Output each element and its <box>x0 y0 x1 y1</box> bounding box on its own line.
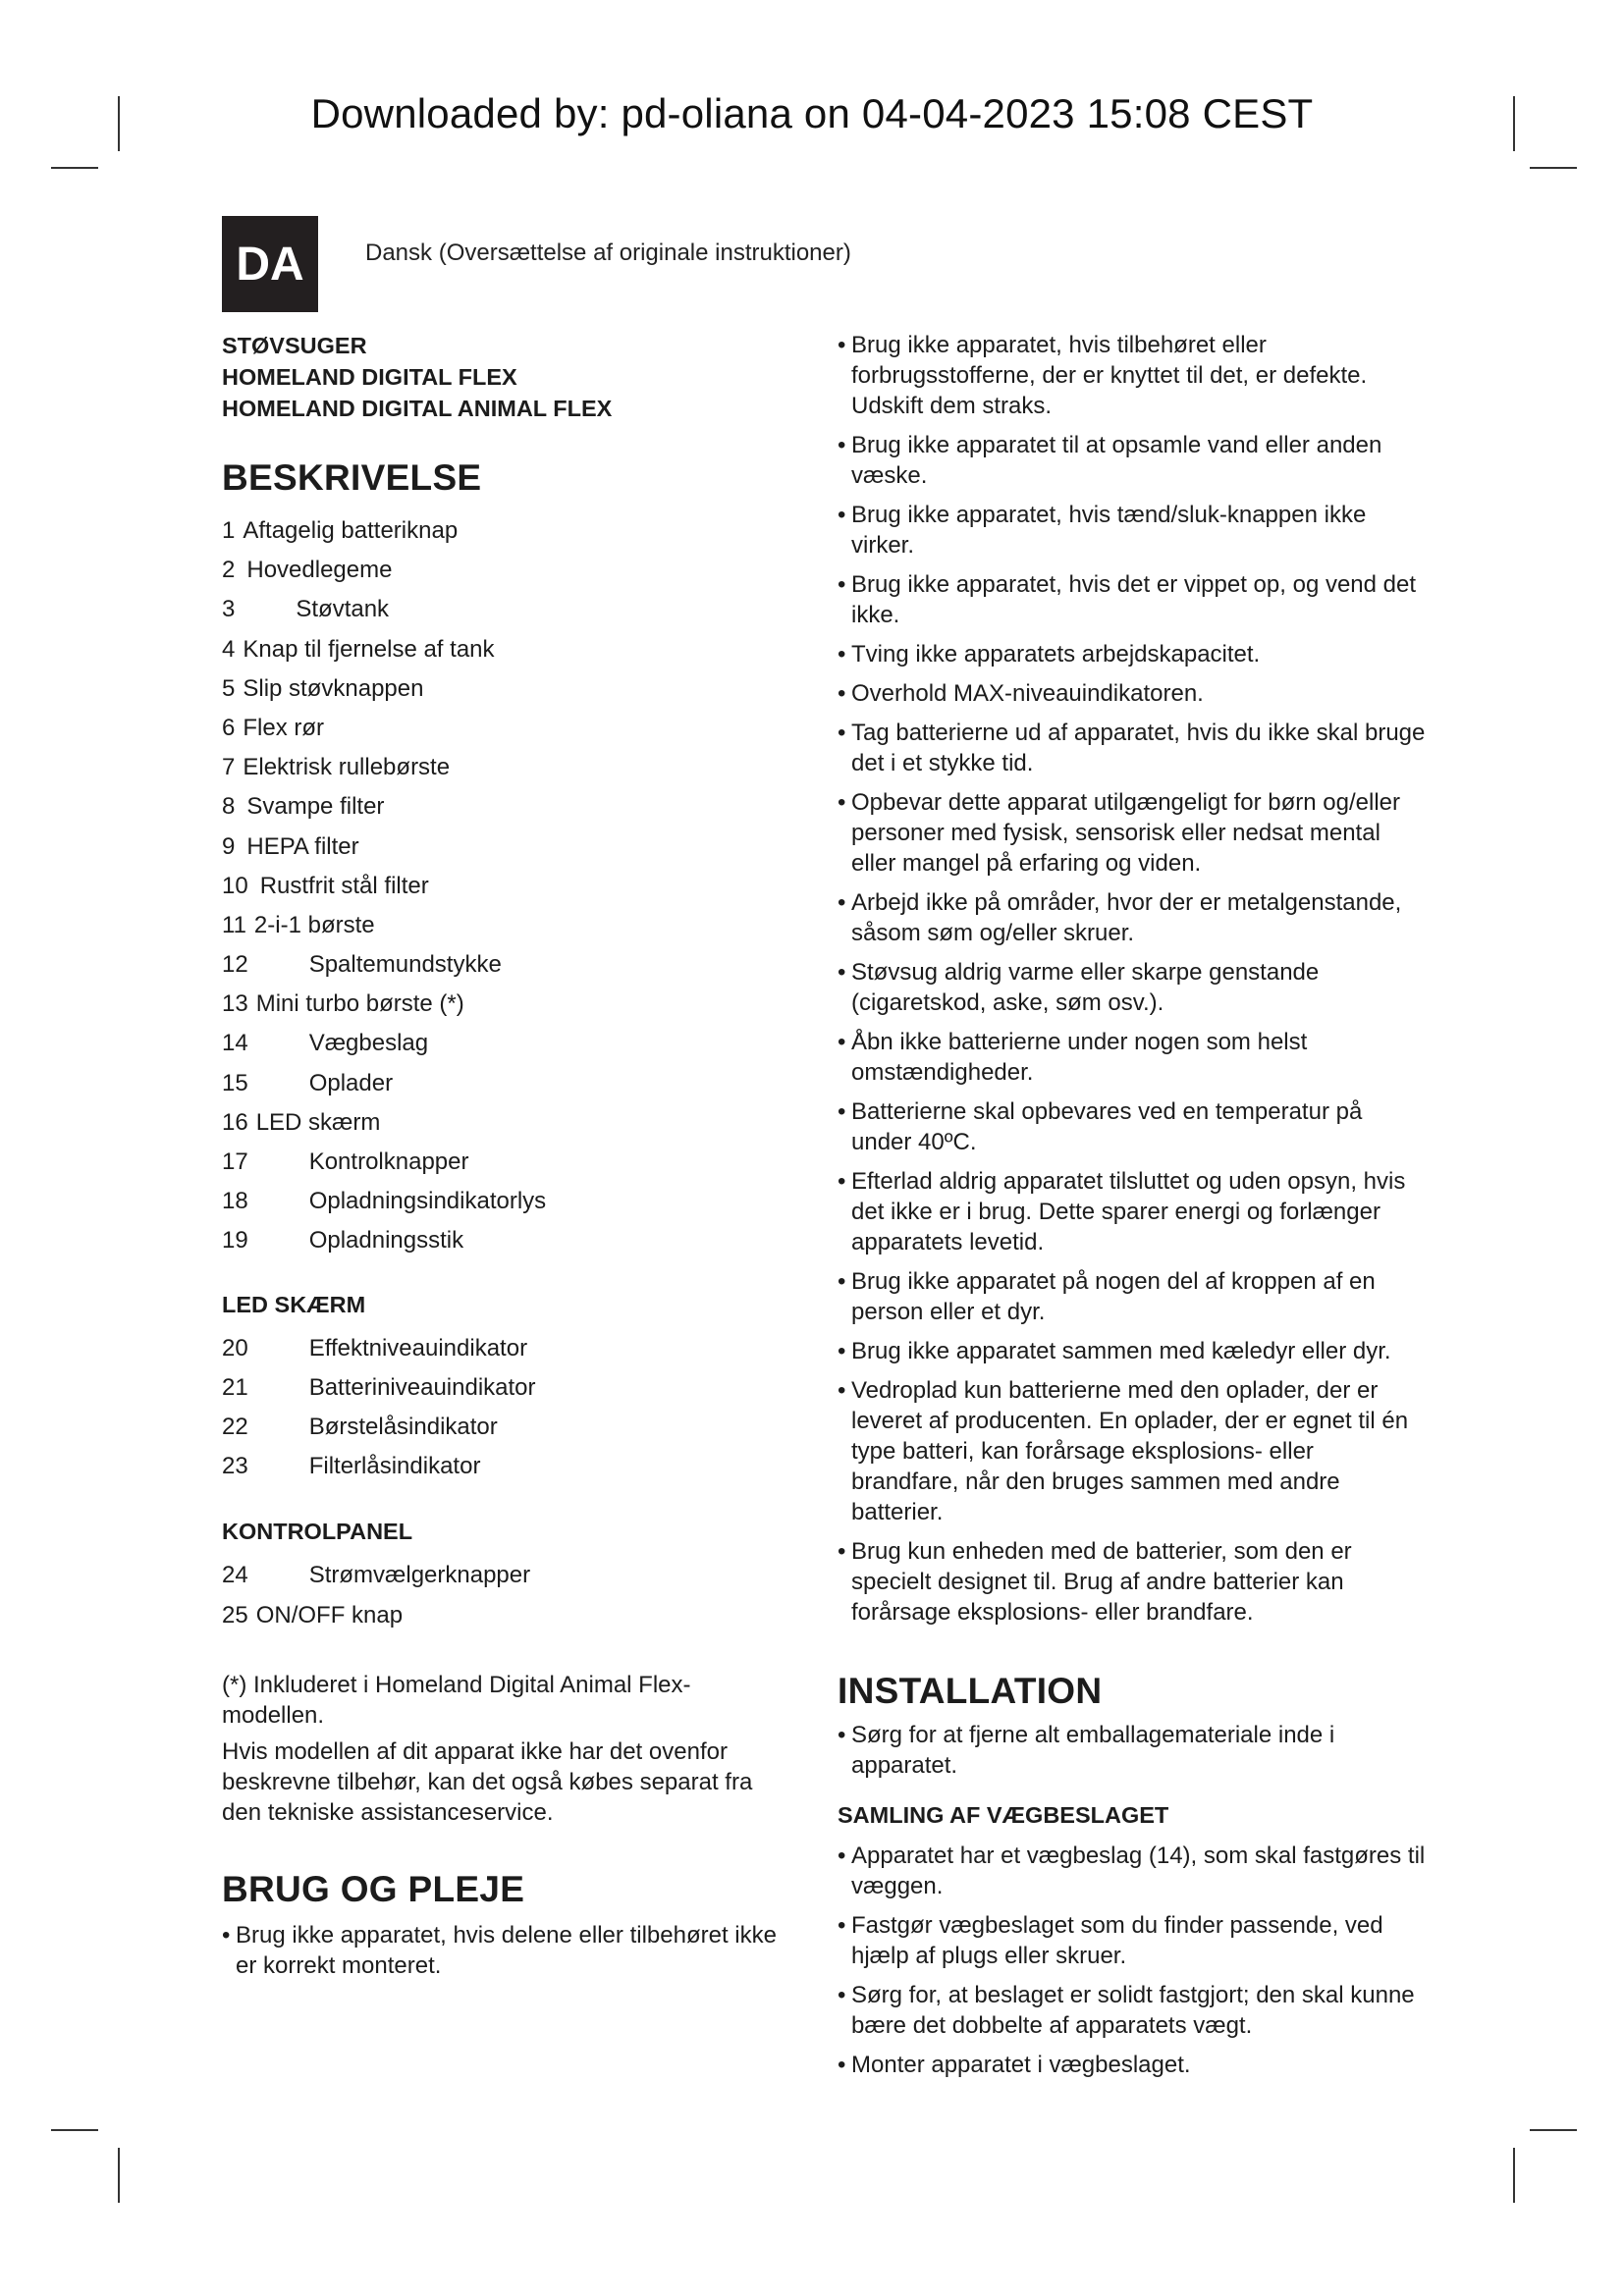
bullet-item: • Fastgør vægbeslaget som du finder passende, ved hjælp af plugs eller skruer. <box>838 1910 1427 1971</box>
part-item <box>222 1561 791 1600</box>
part-item <box>222 792 791 831</box>
part-item <box>222 1601 791 1640</box>
part-item <box>222 911 791 950</box>
part-item <box>222 1413 791 1452</box>
part-number: 19 <box>222 1227 248 1255</box>
bullet-item: • Batterierne skal opbevares ved en temperatur på under 40ºC. <box>838 1096 1427 1157</box>
part-number: 8 <box>222 793 236 821</box>
part-number: 24 <box>222 1562 248 1589</box>
part-number: 14 <box>222 1030 248 1057</box>
part-number: 10 <box>222 872 248 899</box>
part-item <box>222 595 791 634</box>
bullet-item: • Apparatet har et vægbeslag (14), som skal fastgøres til væggen. <box>838 1841 1427 1901</box>
part-number: 23 <box>222 1453 248 1480</box>
part-number: 5 <box>222 674 236 702</box>
part-item <box>222 950 791 989</box>
led-parts-list <box>222 1334 791 1492</box>
part-label: Spaltemundstykke <box>308 951 502 979</box>
part-item <box>222 1187 791 1226</box>
language-caption: Dansk (Oversættelse af originale instruktioner) <box>365 240 851 266</box>
part-label: Kontrolknapper <box>308 1148 469 1175</box>
bullet-item: • Åbn ikke batterierne under nogen som helst omstændigheder. <box>838 1027 1427 1088</box>
bullet-item: • Brug ikke apparatet til at opsamle vand eller anden væske. <box>838 430 1427 491</box>
bullet-item: • Brug ikke apparatet på nogen del af kroppen af en person eller et dyr. <box>838 1266 1427 1327</box>
part-label: Mini turbo børste (*) <box>255 990 464 1018</box>
part-label: Flex rør <box>243 714 325 741</box>
bullet-item: • Støvsug aldrig varme eller skarpe genstande (cigaretskod, aske, søm osv.). <box>838 957 1427 1018</box>
part-label: LED skærm <box>255 1108 381 1136</box>
part-label: Oplader <box>308 1069 394 1096</box>
part-number: 15 <box>222 1069 248 1096</box>
download-banner: Downloaded by: pd-oliana on 04-04-2023 15:08 CEST <box>310 90 1314 136</box>
bullet-item: • Arbejd ikke på områder, hvor der er metalgenstande, såsom søm og/eller skruer. <box>838 887 1427 948</box>
installation-heading: INSTALLATION <box>838 1671 1103 1711</box>
left-column <box>222 330 791 1990</box>
part-number: 4 <box>222 635 236 663</box>
bullet-item: • Tag batterierne ud af apparatet, hvis du ikke skal bruge det i et stykke tid. <box>838 718 1427 778</box>
bullet-item: • Vedroplad kun batterierne med den oplader, der er leveret af producenten. En oplader, der er egnet til én type batteri, kan forårsage eksplosions- eller brandfare, når den bruges sammen med andre batterier. <box>838 1375 1427 1527</box>
part-item <box>222 1108 791 1148</box>
product-title <box>222 330 791 424</box>
part-item <box>222 989 791 1029</box>
part-number: 2 <box>222 557 236 584</box>
part-item <box>222 1226 791 1265</box>
part-label: 2-i-1 børste <box>253 911 375 938</box>
crop-mark-top-right-h <box>1530 167 1577 169</box>
part-label: Strømvælgerknapper <box>308 1562 531 1589</box>
crop-mark-bottom-left <box>118 2148 120 2203</box>
part-number: 9 <box>222 832 236 860</box>
bullet-item: • Sørg for, at beslaget er solidt fastgjort; den skal kunne bære det dobbelte af apparatets vægt. <box>838 1980 1427 2041</box>
bullet-item: • Sørg for at fjerne alt emballagemateriale inde i apparatet. <box>838 1720 1427 1781</box>
control-panel-heading: KONTROLPANEL <box>222 1519 413 1545</box>
control-parts-list <box>222 1561 791 1639</box>
bullet-item: • Opbevar dette apparat utilgængeligt for børn og/eller personer med fysisk, sensorisk eller nedsat mental eller mangel på erfaring og viden. <box>838 787 1427 879</box>
part-number: 16 <box>222 1108 248 1136</box>
part-item <box>222 714 791 753</box>
part-label: HEPA filter <box>246 832 359 860</box>
part-number: 13 <box>222 990 248 1018</box>
crop-mark-top-left-h <box>51 167 98 169</box>
bullet-item: • Brug ikke apparatet, hvis tilbehøret eller forbrugsstofferne, der er knyttet til det, er defekte. Udskift dem straks. <box>838 330 1427 421</box>
use-care-bullets-right <box>838 330 1427 1628</box>
part-label: Effektniveauindikator <box>308 1334 528 1362</box>
part-number: 21 <box>222 1373 248 1401</box>
part-label: Opladningsindikatorlys <box>308 1188 547 1215</box>
accessories-note: Hvis modellen af dit apparat ikke har det ovenfor beskrevne tilbehør, kan det også købes separat fra den tekniske assistanceservice. <box>222 1737 753 1826</box>
part-label: Svampe filter <box>246 793 385 821</box>
installation-bullets <box>838 1720 1427 1781</box>
right-column <box>838 330 1427 2089</box>
part-label: Børstelåsindikator <box>308 1413 498 1440</box>
bullet-item: • Brug ikke apparatet, hvis tænd/sluk-knappen ikke virker. <box>838 500 1427 561</box>
part-item <box>222 1029 791 1068</box>
bullet-item: • Brug ikke apparatet, hvis delene eller tilbehøret ikke er korrekt monteret. <box>222 1920 791 1981</box>
part-item <box>222 1069 791 1108</box>
part-item <box>222 1373 791 1413</box>
part-item <box>222 674 791 714</box>
bullet-item: • Tving ikke apparatets arbejdskapacitet. <box>838 639 1427 669</box>
part-number: 25 <box>222 1601 248 1629</box>
led-screen-heading: LED SKÆRM <box>222 1291 366 1317</box>
part-number: 18 <box>222 1188 248 1215</box>
product-line: HOMELAND DIGITAL ANIMAL FLEX <box>222 396 613 421</box>
bullet-item: • Brug kun enheden med de batterier, som den er specielt designet til. Brug af andre batterier kan forårsage eksplosions- eller brandfare. <box>838 1536 1427 1628</box>
part-item <box>222 635 791 674</box>
bullet-item: • Brug ikke apparatet sammen med kæledyr eller dyr. <box>838 1336 1427 1366</box>
bullet-item: • Monter apparatet i vægbeslaget. <box>838 2050 1427 2080</box>
included-note: (*) Inkluderet i Homeland Digital Animal Flex-modellen. <box>222 1671 691 1729</box>
part-number: 7 <box>222 754 236 781</box>
part-item <box>222 753 791 792</box>
description-heading: BESKRIVELSE <box>222 457 482 498</box>
part-item <box>222 1334 791 1373</box>
language-badge: DA <box>222 216 318 312</box>
part-label: Opladningsstik <box>308 1227 464 1255</box>
part-label: Knap til fjernelse af tank <box>243 635 495 663</box>
wall-bracket-bullets <box>838 1841 1427 2080</box>
crop-mark-bottom-left-h <box>51 2129 98 2131</box>
part-number: 6 <box>222 714 236 741</box>
part-label: Slip støvknappen <box>243 674 424 702</box>
part-item <box>222 1452 791 1491</box>
part-number: 11 <box>222 911 246 938</box>
crop-mark-bottom-right-h <box>1530 2129 1577 2131</box>
part-label: Vægbeslag <box>308 1030 429 1057</box>
part-item <box>222 832 791 872</box>
part-number: 3 <box>222 596 236 623</box>
part-number: 12 <box>222 951 248 979</box>
part-item <box>222 556 791 595</box>
part-label: Rustfrit stål filter <box>259 872 429 899</box>
product-line: STØVSUGER <box>222 333 367 358</box>
part-item <box>222 872 791 911</box>
crop-mark-bottom-right <box>1513 2148 1515 2203</box>
part-number: 22 <box>222 1413 248 1440</box>
part-label: Filterlåsindikator <box>308 1453 481 1480</box>
bullet-item: • Overhold MAX-niveauindikatoren. <box>838 678 1427 709</box>
parts-list <box>222 516 791 1266</box>
part-item <box>222 1148 791 1187</box>
part-item <box>222 516 791 556</box>
part-label: Støvtank <box>296 596 390 623</box>
part-label: Elektrisk rullebørste <box>243 754 451 781</box>
part-label: ON/OFF knap <box>255 1601 404 1629</box>
part-number: 1 <box>222 517 236 544</box>
bullet-item: • Efterlad aldrig apparatet tilsluttet og uden opsyn, hvis det ikke er i brug. Dette sparer energi og forlænger apparatets levetid. <box>838 1166 1427 1257</box>
part-number: 17 <box>222 1148 248 1175</box>
part-label: Hovedlegeme <box>246 557 393 584</box>
wall-bracket-heading: SAMLING AF VÆGBESLAGET <box>838 1802 1169 1828</box>
part-label: Batteriniveauindikator <box>308 1373 536 1401</box>
part-number: 20 <box>222 1334 248 1362</box>
use-care-bullets-left <box>222 1920 791 1981</box>
product-line: HOMELAND DIGITAL FLEX <box>222 364 517 390</box>
part-label: Aftagelig batteriknap <box>243 517 459 544</box>
bullet-item: • Brug ikke apparatet, hvis det er vippet op, og vend det ikke. <box>838 569 1427 630</box>
use-care-heading: BRUG OG PLEJE <box>222 1868 525 1909</box>
